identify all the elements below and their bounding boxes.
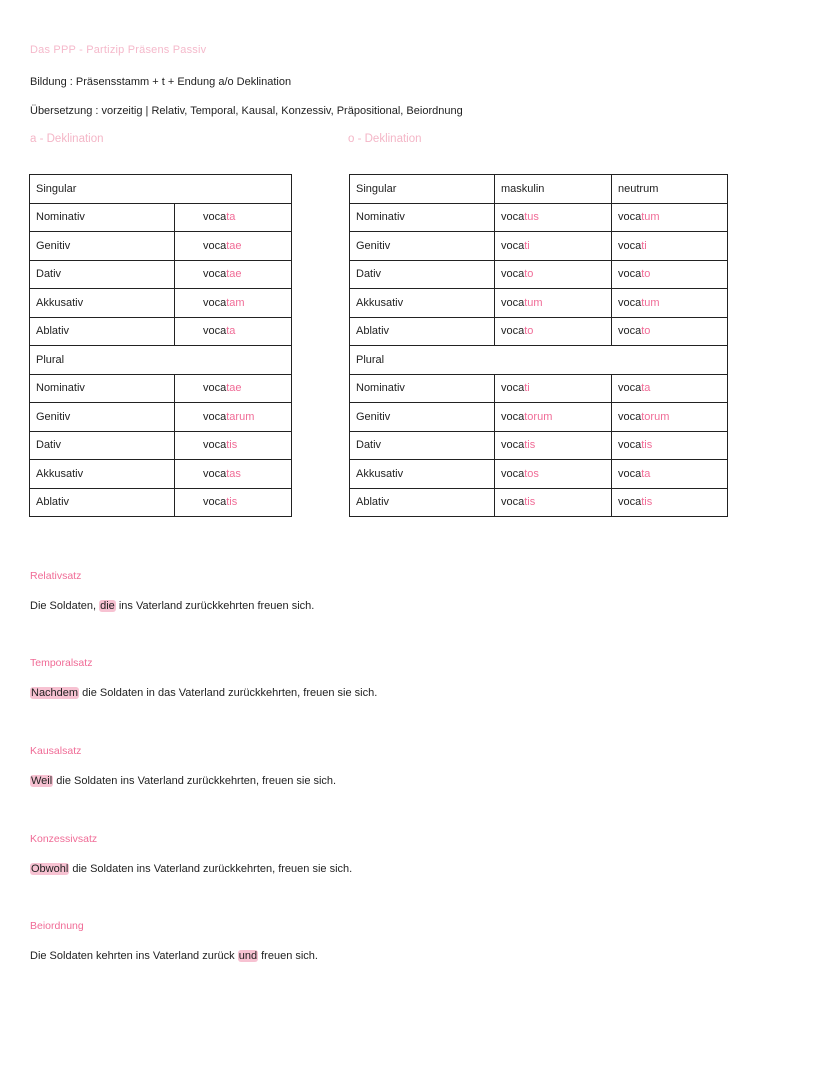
table-row	[30, 203, 292, 232]
highlight: Weil	[31, 775, 53, 787]
form-cell: vocatam	[175, 289, 292, 318]
table-row	[350, 203, 728, 232]
masculine-header: maskulin	[495, 175, 612, 204]
table-row	[350, 175, 728, 204]
table-row	[350, 403, 728, 432]
form-cell: vocatarum	[175, 403, 292, 432]
case-cell: Nominativ	[350, 374, 495, 403]
section-title-relativsatz: Relativsatz	[30, 570, 82, 582]
sentence-relativsatz: Die Soldaten, die ins Vaterland zurückkehrten freuen sich.	[30, 600, 315, 612]
singular-label: Singular	[30, 175, 292, 204]
form-cell: vocatas	[175, 460, 292, 489]
sentence-kausalsatz: Weil die Soldaten ins Vaterland zurückkehrten, freuen sie sich.	[31, 775, 337, 787]
form-cell: vocatae	[175, 374, 292, 403]
form-cell: vocata	[175, 317, 292, 346]
section-title-konzessivsatz: Konzessivsatz	[30, 833, 98, 845]
bildung-line: Bildung : Präsensstamm + t + Endung a/o Deklination	[30, 76, 292, 88]
form-cell: vocato	[612, 317, 728, 346]
case-cell: Nominativ	[30, 203, 175, 232]
singular-label: Singular	[350, 175, 495, 204]
case-cell: Ablativ	[30, 488, 175, 517]
table-row	[350, 346, 728, 375]
sentence-beiordnung: Die Soldaten kehrten ins Vaterland zurück und freuen sich.	[30, 950, 318, 962]
table-row	[30, 232, 292, 261]
table-row	[350, 317, 728, 346]
table-row	[350, 431, 728, 460]
form-cell: vocatus	[495, 203, 612, 232]
form-cell: vocatos	[495, 460, 612, 489]
highlight: die	[100, 600, 115, 612]
form-cell: vocato	[495, 317, 612, 346]
form-cell: vocatae	[175, 232, 292, 261]
case-cell: Ablativ	[30, 317, 175, 346]
form-cell: vocatum	[612, 289, 728, 318]
form-cell: vocatis	[612, 431, 728, 460]
table-row	[350, 374, 728, 403]
case-cell: Akkusativ	[30, 460, 175, 489]
case-cell: Dativ	[350, 431, 495, 460]
form-cell: vocata	[612, 374, 728, 403]
neuter-header: neutrum	[612, 175, 728, 204]
table-row	[30, 488, 292, 517]
uebersetzung-line: Übersetzung : vorzeitig | Relativ, Temporal, Kausal, Konzessiv, Präpositional, Beiordnung	[30, 105, 463, 117]
case-cell: Ablativ	[350, 317, 495, 346]
page-title: Das PPP - Partizip Präsens Passiv	[30, 44, 207, 56]
case-cell: Dativ	[350, 260, 495, 289]
table-row	[30, 260, 292, 289]
a-declension-heading: a - Deklination	[30, 133, 104, 145]
section-title-kausalsatz: Kausalsatz	[30, 745, 82, 757]
form-cell: vocato	[612, 260, 728, 289]
form-cell: vocati	[495, 374, 612, 403]
form-cell: vocatorum	[495, 403, 612, 432]
case-cell: Dativ	[30, 260, 175, 289]
highlight: Obwohl	[31, 863, 69, 875]
highlight: Nachdem	[31, 687, 79, 699]
form-cell: vocatis	[175, 488, 292, 517]
section-title-beiordnung: Beiordnung	[30, 920, 84, 932]
case-cell: Genitiv	[350, 403, 495, 432]
form-cell: vocati	[612, 232, 728, 261]
plural-label: Plural	[350, 346, 728, 375]
form-cell: vocata	[175, 203, 292, 232]
case-cell: Dativ	[30, 431, 175, 460]
table-row	[30, 374, 292, 403]
table-row	[350, 289, 728, 318]
table-row	[350, 460, 728, 489]
form-cell: vocatum	[495, 289, 612, 318]
form-cell: vocatae	[175, 260, 292, 289]
case-cell: Akkusativ	[350, 289, 495, 318]
case-cell: Ablativ	[350, 488, 495, 517]
table-row	[30, 175, 292, 204]
case-cell: Nominativ	[350, 203, 495, 232]
table-row	[30, 317, 292, 346]
sentence-konzessivsatz: Obwohl die Soldaten ins Vaterland zurückkehrten, freuen sie sich.	[31, 863, 353, 875]
case-cell: Genitiv	[30, 232, 175, 261]
table-row	[30, 431, 292, 460]
table-row	[30, 460, 292, 489]
form-cell: vocatis	[495, 431, 612, 460]
sentence-temporalsatz: Nachdem die Soldaten in das Vaterland zurückkehrten, freuen sie sich.	[31, 687, 378, 699]
case-cell: Genitiv	[30, 403, 175, 432]
case-cell: Akkusativ	[30, 289, 175, 318]
plural-label: Plural	[30, 346, 292, 375]
case-cell: Nominativ	[30, 374, 175, 403]
form-cell: vocati	[495, 232, 612, 261]
form-cell: vocatis	[612, 488, 728, 517]
a-declension-table	[29, 174, 292, 517]
o-declension-table	[349, 174, 728, 517]
table-row	[350, 488, 728, 517]
table-row	[30, 289, 292, 318]
o-declension-heading: o - Deklination	[348, 133, 422, 145]
form-cell: vocatis	[495, 488, 612, 517]
form-cell: vocatorum	[612, 403, 728, 432]
table-row	[350, 260, 728, 289]
table-row	[30, 346, 292, 375]
form-cell: vocato	[495, 260, 612, 289]
highlight: und	[238, 950, 258, 962]
form-cell: vocata	[612, 460, 728, 489]
case-cell: Genitiv	[350, 232, 495, 261]
form-cell: vocatum	[612, 203, 728, 232]
case-cell: Akkusativ	[350, 460, 495, 489]
table-row	[350, 232, 728, 261]
section-title-temporalsatz: Temporalsatz	[30, 657, 93, 669]
form-cell: vocatis	[175, 431, 292, 460]
table-row	[30, 403, 292, 432]
